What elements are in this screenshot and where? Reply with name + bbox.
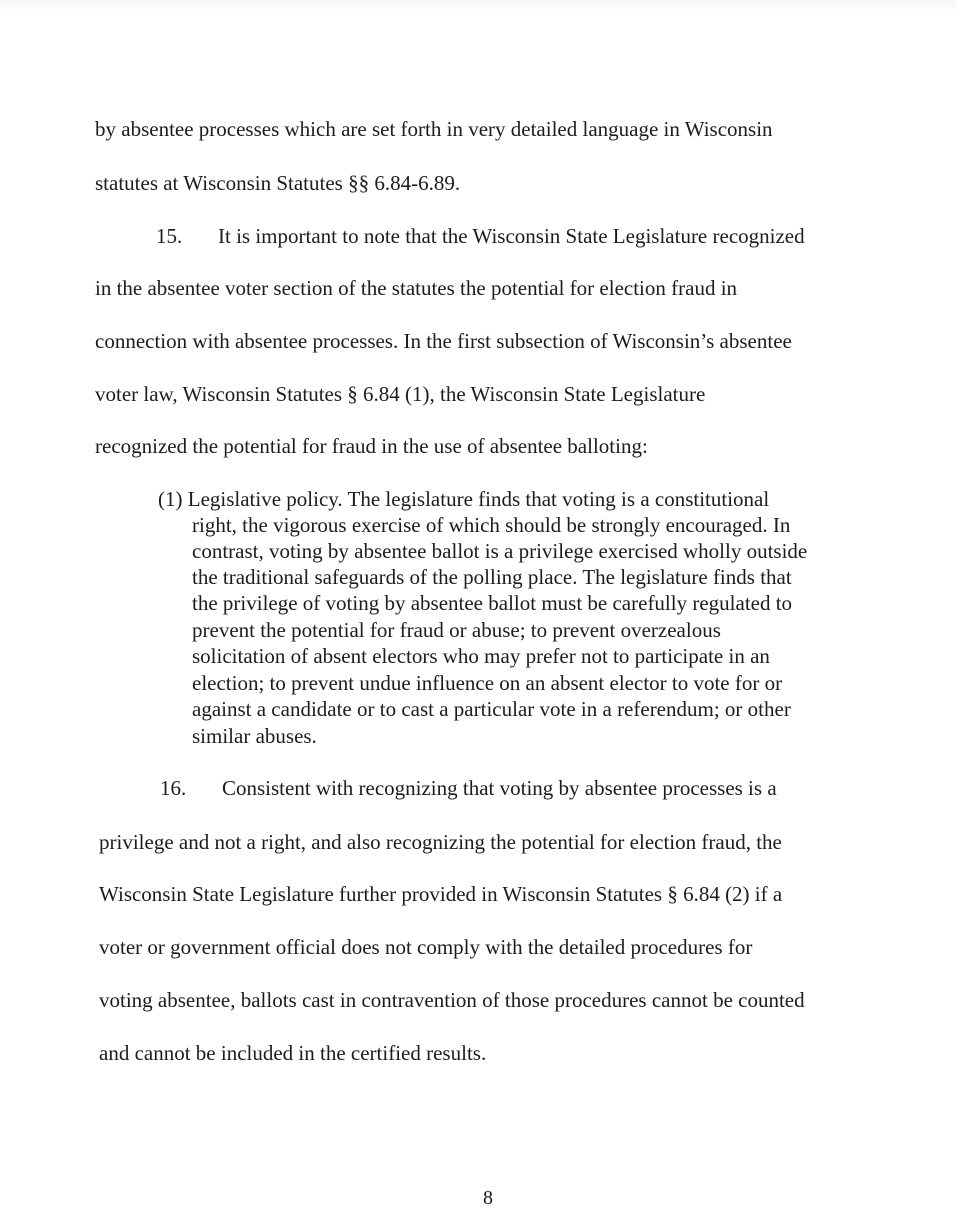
quote-line: solicitation of absent electors who may prefer not to participate in an [192,644,770,668]
quote-line: prevent the potential for fraud or abuse; to prevent overzealous [192,618,721,642]
paragraph-number: 16. [160,776,187,800]
quote-line: right, the vigorous exercise of which should be strongly encouraged. In [192,513,791,537]
page-number: 8 [483,1187,493,1209]
paragraph-number: 15. [156,224,183,248]
body-text-line: recognized the potential for fraud in the use of absentee balloting: [95,434,648,458]
quote-line: the privilege of voting by absentee ballot must be carefully regulated to [192,591,793,615]
body-text-line: voter law, Wisconsin Statutes § 6.84 (1), the Wisconsin State Legislature [95,382,706,406]
body-text-line: privilege and not a right, and also recognizing the potential for election fraud, the [99,830,782,854]
quote-line: (1) Legislative policy. The legislature finds that voting is a constitutional [158,487,770,511]
quote-line: the traditional safeguards of the polling place. The legislature finds that [192,565,792,589]
paragraph-16-first-line [160,776,777,800]
body-text-line: statutes at Wisconsin Statutes §§ 6.84-6.89. [95,171,461,195]
body-text-line: Wisconsin State Legislature further provided in Wisconsin Statutes § 6.84 (2) if a [99,882,783,906]
body-text-line: by absentee processes which are set forth in very detailed language in Wisconsin [95,117,773,141]
quote-line: against a candidate or to cast a particular vote in a referendum; or other [192,697,791,721]
body-text-line: and cannot be included in the certified results. [99,1041,487,1065]
body-text-line: Consistent with recognizing that voting by absentee processes is a [222,776,777,800]
quote-line: election; to prevent undue influence on an absent elector to vote for or [192,671,783,695]
body-text-line: in the absentee voter section of the statutes the potential for election fraud in [95,276,738,300]
quote-line: similar abuses. [192,724,317,748]
body-text-line: voter or government official does not comply with the detailed procedures for [99,935,753,959]
body-text-line: voting absentee, ballots cast in contravention of those procedures cannot be counted [99,988,805,1012]
body-text-line: It is important to note that the Wisconsin State Legislature recognized [218,224,805,248]
body-text-line: connection with absentee processes. In the first subsection of Wisconsin’s absentee [95,329,792,353]
paragraph-15-first-line [156,224,805,248]
quote-line: contrast, voting by absentee ballot is a privilege exercised wholly outside [192,539,808,563]
